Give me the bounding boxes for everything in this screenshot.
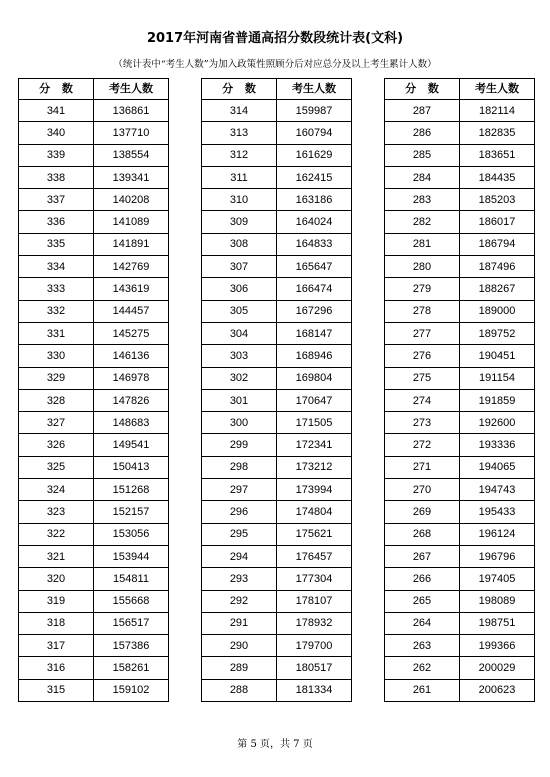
table-row <box>385 189 535 211</box>
count-cell: 178932 <box>277 613 352 635</box>
table-row <box>385 145 535 167</box>
table-row <box>19 457 169 479</box>
count-cell: 173212 <box>277 457 352 479</box>
table-row <box>19 301 169 323</box>
score-cell: 277 <box>385 323 460 345</box>
count-cell: 186794 <box>460 234 535 256</box>
score-table-1 <box>18 78 169 702</box>
count-cell: 141089 <box>94 211 169 233</box>
count-cell: 169804 <box>277 368 352 390</box>
score-cell: 276 <box>385 345 460 367</box>
count-cell: 197405 <box>460 568 535 590</box>
table-row <box>202 301 352 323</box>
score-cell: 292 <box>202 591 277 613</box>
table-row <box>202 412 352 434</box>
table-row <box>19 234 169 256</box>
count-cell: 177304 <box>277 568 352 590</box>
count-cell: 162415 <box>277 167 352 189</box>
count-cell: 173994 <box>277 479 352 501</box>
count-cell: 161629 <box>277 145 352 167</box>
table-row <box>385 100 535 122</box>
count-cell: 198089 <box>460 591 535 613</box>
score-column-header: 分 数 <box>19 79 94 100</box>
score-cell: 309 <box>202 211 277 233</box>
score-cell: 266 <box>385 568 460 590</box>
table-row <box>385 390 535 412</box>
score-cell: 315 <box>19 680 94 702</box>
score-cell: 304 <box>202 323 277 345</box>
score-cell: 288 <box>202 680 277 702</box>
count-cell: 199366 <box>460 635 535 657</box>
table-row <box>202 189 352 211</box>
score-cell: 285 <box>385 145 460 167</box>
table-row <box>19 613 169 635</box>
score-cell: 339 <box>19 145 94 167</box>
count-cell: 191154 <box>460 368 535 390</box>
table-row <box>202 657 352 679</box>
table-row <box>385 278 535 300</box>
score-cell: 290 <box>202 635 277 657</box>
score-cell: 301 <box>202 390 277 412</box>
table-row <box>202 323 352 345</box>
score-cell: 327 <box>19 412 94 434</box>
table-row <box>385 524 535 546</box>
score-cell: 308 <box>202 234 277 256</box>
table-row <box>202 211 352 233</box>
count-cell: 159987 <box>277 100 352 122</box>
count-cell: 156517 <box>94 613 169 635</box>
table-row <box>19 680 169 702</box>
table-row <box>19 100 169 122</box>
score-cell: 296 <box>202 501 277 523</box>
count-cell: 136861 <box>94 100 169 122</box>
table-row <box>19 368 169 390</box>
table-row <box>385 301 535 323</box>
score-cell: 341 <box>19 100 94 122</box>
count-cell: 194065 <box>460 457 535 479</box>
table-row <box>385 613 535 635</box>
score-cell: 314 <box>202 100 277 122</box>
table-row <box>19 635 169 657</box>
score-cell: 280 <box>385 256 460 278</box>
count-cell: 164024 <box>277 211 352 233</box>
count-cell: 176457 <box>277 546 352 568</box>
count-column-header: 考生人数 <box>277 79 352 100</box>
count-cell: 184435 <box>460 167 535 189</box>
table-row <box>19 390 169 412</box>
table-row <box>19 412 169 434</box>
score-cell: 270 <box>385 479 460 501</box>
count-cell: 171505 <box>277 412 352 434</box>
score-cell: 310 <box>202 189 277 211</box>
table-row <box>19 323 169 345</box>
count-cell: 138554 <box>94 145 169 167</box>
table-row <box>385 546 535 568</box>
count-cell: 188267 <box>460 278 535 300</box>
count-cell: 149541 <box>94 434 169 456</box>
count-cell: 159102 <box>94 680 169 702</box>
count-cell: 147826 <box>94 390 169 412</box>
score-cell: 289 <box>202 657 277 679</box>
score-cell: 333 <box>19 278 94 300</box>
table-row <box>202 434 352 456</box>
score-cell: 297 <box>202 479 277 501</box>
score-table-2 <box>201 78 352 702</box>
count-cell: 187496 <box>460 256 535 278</box>
count-cell: 146136 <box>94 345 169 367</box>
score-cell: 336 <box>19 211 94 233</box>
table-row <box>385 345 535 367</box>
count-cell: 192600 <box>460 412 535 434</box>
table-row <box>385 501 535 523</box>
score-cell: 300 <box>202 412 277 434</box>
score-cell: 313 <box>202 122 277 144</box>
score-cell: 298 <box>202 457 277 479</box>
count-cell: 200623 <box>460 680 535 702</box>
score-cell: 265 <box>385 591 460 613</box>
table-row <box>202 591 352 613</box>
count-cell: 155668 <box>94 591 169 613</box>
table-header-row <box>202 79 352 100</box>
count-cell: 139341 <box>94 167 169 189</box>
score-cell: 283 <box>385 189 460 211</box>
count-cell: 180517 <box>277 657 352 679</box>
table-row <box>202 546 352 568</box>
table-row <box>202 278 352 300</box>
count-cell: 195433 <box>460 501 535 523</box>
score-cell: 316 <box>19 657 94 679</box>
count-cell: 150413 <box>94 457 169 479</box>
table-row <box>19 345 169 367</box>
score-cell: 330 <box>19 345 94 367</box>
score-column-header: 分 数 <box>202 79 277 100</box>
score-cell: 295 <box>202 524 277 546</box>
table-row <box>19 278 169 300</box>
count-cell: 174804 <box>277 501 352 523</box>
table-header-row <box>385 79 535 100</box>
count-cell: 172341 <box>277 434 352 456</box>
table-row <box>19 568 169 590</box>
count-cell: 193336 <box>460 434 535 456</box>
page-footer: 第 5 页，共 7 页 <box>237 739 313 750</box>
score-cell: 326 <box>19 434 94 456</box>
score-cell: 262 <box>385 657 460 679</box>
table-row <box>202 479 352 501</box>
score-cell: 291 <box>202 613 277 635</box>
score-cell: 331 <box>19 323 94 345</box>
count-cell: 154811 <box>94 568 169 590</box>
count-cell: 143619 <box>94 278 169 300</box>
count-column-header: 考生人数 <box>460 79 535 100</box>
table-row <box>385 122 535 144</box>
score-cell: 322 <box>19 524 94 546</box>
table-row <box>385 234 535 256</box>
table-row <box>202 368 352 390</box>
count-cell: 182835 <box>460 122 535 144</box>
score-table-3 <box>384 78 535 702</box>
score-cell: 328 <box>19 390 94 412</box>
count-cell: 185203 <box>460 189 535 211</box>
score-cell: 294 <box>202 546 277 568</box>
score-cell: 273 <box>385 412 460 434</box>
table-row <box>202 122 352 144</box>
count-cell: 152157 <box>94 501 169 523</box>
table-row <box>202 680 352 702</box>
table-row <box>202 635 352 657</box>
table-row <box>385 657 535 679</box>
table-row <box>19 501 169 523</box>
score-cell: 293 <box>202 568 277 590</box>
table-header-row <box>19 79 169 100</box>
count-cell: 157386 <box>94 635 169 657</box>
count-cell: 148683 <box>94 412 169 434</box>
count-cell: 190451 <box>460 345 535 367</box>
score-cell: 340 <box>19 122 94 144</box>
count-cell: 196796 <box>460 546 535 568</box>
count-cell: 144457 <box>94 301 169 323</box>
table-row <box>385 211 535 233</box>
score-cell: 306 <box>202 278 277 300</box>
table-row <box>202 390 352 412</box>
count-cell: 142769 <box>94 256 169 278</box>
score-cell: 271 <box>385 457 460 479</box>
page-subtitle: （统计表中“考生人数”为加入政策性照顾分后对应总分及以上考生累计人数） <box>113 59 437 70</box>
table-row <box>385 368 535 390</box>
table-row <box>385 434 535 456</box>
table-row <box>202 613 352 635</box>
score-cell: 302 <box>202 368 277 390</box>
score-cell: 303 <box>202 345 277 367</box>
count-cell: 146978 <box>94 368 169 390</box>
score-cell: 312 <box>202 145 277 167</box>
count-cell: 168147 <box>277 323 352 345</box>
score-cell: 305 <box>202 301 277 323</box>
table-row <box>19 434 169 456</box>
score-cell: 318 <box>19 613 94 635</box>
count-cell: 189752 <box>460 323 535 345</box>
page-title: 2017年河南省普通高招分数段统计表(文科) <box>146 31 404 46</box>
score-cell: 281 <box>385 234 460 256</box>
table-row <box>385 457 535 479</box>
score-cell: 311 <box>202 167 277 189</box>
count-cell: 145275 <box>94 323 169 345</box>
count-cell: 179700 <box>277 635 352 657</box>
count-cell: 163186 <box>277 189 352 211</box>
score-cell: 307 <box>202 256 277 278</box>
count-cell: 194743 <box>460 479 535 501</box>
count-cell: 137710 <box>94 122 169 144</box>
score-cell: 338 <box>19 167 94 189</box>
score-cell: 264 <box>385 613 460 635</box>
score-cell: 317 <box>19 635 94 657</box>
count-cell: 140208 <box>94 189 169 211</box>
count-cell: 191859 <box>460 390 535 412</box>
count-column-header: 考生人数 <box>94 79 169 100</box>
score-cell: 268 <box>385 524 460 546</box>
table-row <box>385 591 535 613</box>
score-cell: 284 <box>385 167 460 189</box>
table-row <box>19 211 169 233</box>
score-cell: 323 <box>19 501 94 523</box>
score-cell: 287 <box>385 100 460 122</box>
score-cell: 267 <box>385 546 460 568</box>
score-cell: 299 <box>202 434 277 456</box>
count-cell: 158261 <box>94 657 169 679</box>
table-row <box>202 167 352 189</box>
score-cell: 274 <box>385 390 460 412</box>
count-cell: 170647 <box>277 390 352 412</box>
score-cell: 275 <box>385 368 460 390</box>
score-column-header: 分 数 <box>385 79 460 100</box>
score-cell: 282 <box>385 211 460 233</box>
table-row <box>19 479 169 501</box>
table-row <box>202 501 352 523</box>
count-cell: 166474 <box>277 278 352 300</box>
count-cell: 189000 <box>460 301 535 323</box>
score-cell: 279 <box>385 278 460 300</box>
score-cell: 337 <box>19 189 94 211</box>
table-row <box>202 457 352 479</box>
count-cell: 167296 <box>277 301 352 323</box>
table-row <box>202 145 352 167</box>
count-cell: 160794 <box>277 122 352 144</box>
table-row <box>19 145 169 167</box>
table-row <box>19 591 169 613</box>
table-row <box>385 256 535 278</box>
table-row <box>385 167 535 189</box>
table-row <box>385 412 535 434</box>
score-cell: 334 <box>19 256 94 278</box>
table-row <box>19 546 169 568</box>
score-cell: 286 <box>385 122 460 144</box>
count-cell: 198751 <box>460 613 535 635</box>
score-cell: 332 <box>19 301 94 323</box>
table-row <box>202 256 352 278</box>
table-row <box>385 635 535 657</box>
count-cell: 196124 <box>460 524 535 546</box>
count-cell: 182114 <box>460 100 535 122</box>
count-cell: 175621 <box>277 524 352 546</box>
score-cell: 278 <box>385 301 460 323</box>
score-cell: 335 <box>19 234 94 256</box>
table-row <box>202 524 352 546</box>
count-cell: 151268 <box>94 479 169 501</box>
count-cell: 181334 <box>277 680 352 702</box>
table-row <box>385 323 535 345</box>
table-row <box>19 256 169 278</box>
count-cell: 141891 <box>94 234 169 256</box>
table-row <box>385 479 535 501</box>
table-row <box>202 345 352 367</box>
score-cell: 319 <box>19 591 94 613</box>
count-cell: 153944 <box>94 546 169 568</box>
count-cell: 168946 <box>277 345 352 367</box>
score-cell: 324 <box>19 479 94 501</box>
table-row <box>19 167 169 189</box>
score-cell: 269 <box>385 501 460 523</box>
count-cell: 200029 <box>460 657 535 679</box>
score-cell: 261 <box>385 680 460 702</box>
score-cell: 325 <box>19 457 94 479</box>
table-row <box>19 189 169 211</box>
score-cell: 272 <box>385 434 460 456</box>
table-row <box>385 680 535 702</box>
table-row <box>19 524 169 546</box>
count-cell: 165647 <box>277 256 352 278</box>
count-cell: 183651 <box>460 145 535 167</box>
count-cell: 164833 <box>277 234 352 256</box>
count-cell: 153056 <box>94 524 169 546</box>
table-row <box>385 568 535 590</box>
table-row <box>19 657 169 679</box>
table-row <box>202 568 352 590</box>
score-cell: 321 <box>19 546 94 568</box>
table-row <box>202 234 352 256</box>
count-cell: 186017 <box>460 211 535 233</box>
score-cell: 320 <box>19 568 94 590</box>
count-cell: 178107 <box>277 591 352 613</box>
score-cell: 329 <box>19 368 94 390</box>
table-row <box>202 100 352 122</box>
score-cell: 263 <box>385 635 460 657</box>
table-row <box>19 122 169 144</box>
